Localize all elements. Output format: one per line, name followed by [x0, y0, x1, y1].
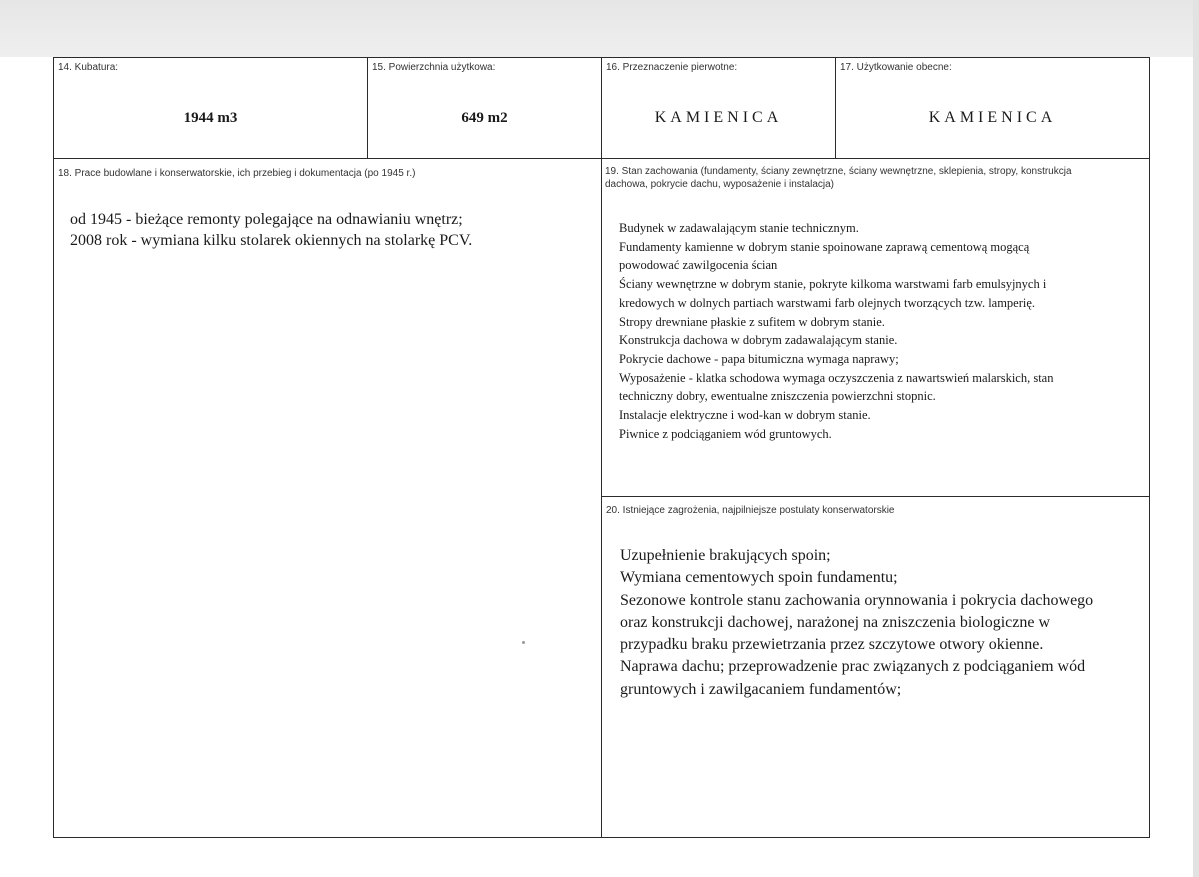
stan-line: Ściany wewnętrzne w dobrym stanie, pokryte kilkoma warstwami farb emulsyjnych i: [619, 277, 1047, 292]
stan-line: Budynek w zadawalającym stanie technicznym.: [619, 221, 859, 235]
zagrozenia-line: przypadku braku przewietrzania przez szczytowe otwory okienne.: [620, 636, 1044, 654]
zagrozenia-line: oraz konstrukcji dachowej, narażonej na zniszczenia biologiczne w: [620, 613, 1051, 631]
cell-zagrozenia: [601, 496, 1150, 838]
zagrozenia-text: [620, 545, 1093, 701]
przeznaczenie-value: KAMIENICA: [654, 109, 783, 126]
zagrozenia-line: Naprawa dachu; przeprowadzenie prac związanych z podciąganiem wód: [620, 658, 1086, 676]
przeznaczenie-label: 16. Przeznaczenie pierwotne:: [606, 62, 738, 73]
stan-text: [619, 219, 1054, 443]
stan-line: Instalacje elektryczne i wod-kan w dobrym stanie.: [619, 408, 871, 423]
stan-line: kredowych w dolnych partiach warstwami farb olejnych tworzących tzw. lamperię.: [619, 295, 1036, 310]
prace-text: [70, 209, 472, 251]
prace-label: 18. Prace budowlane i konserwatorskie, ich przebieg i dokumentacja (po 1945 r.): [58, 168, 416, 179]
powierzchnia-value: 649 m2: [461, 110, 508, 126]
stan-line: techniczny dobry, ewentualne zniszczenia powierzchni stopnic.: [619, 389, 936, 404]
prace-line: 2008 rok - wymiana kilku stolarek okiennych na stolarkę PCV.: [70, 232, 473, 249]
kubatura-label: 14. Kubatura:: [58, 62, 119, 73]
cell-stan: [601, 158, 1150, 497]
scan-speck: [522, 641, 525, 644]
stan-line: Pokrycie dachowe - papa bitumiczna wymaga naprawy;: [619, 351, 899, 366]
stan-label-line: dachowa, pokrycie dachu, wyposażenie i instalacja): [605, 179, 835, 190]
cell-przeznaczenie: [601, 57, 836, 159]
uzytkowanie-label: 17. Użytkowanie obecne:: [840, 62, 952, 73]
zagrozenia-line: Wymiana cementowych spoin fundamentu;: [620, 569, 898, 587]
cell-kubatura: [53, 57, 368, 159]
zagrozenia-line: Sezonowe kontrole stanu zachowania orynnowania i pokrycia dachowego: [620, 591, 1094, 609]
stan-label-line: 19. Stan zachowania (fundamenty, ściany zewnętrzne, ściany wewnętrzne, sklepienia, stropy, konstrukcja: [605, 166, 1072, 177]
prace-line: od 1945 - bieżące remonty polegające na odnawianiu wnętrz;: [70, 211, 463, 228]
uzytkowanie-value: KAMIENICA: [928, 109, 1057, 126]
powierzchnia-label: 15. Powierzchnia użytkowa:: [372, 62, 496, 73]
stan-line: Wyposażenie - klatka schodowa wymaga oczyszczenia z nawartswień malarskich, stan: [619, 370, 1054, 385]
cell-prace: [53, 158, 602, 838]
kubatura-value: 1944 m3: [183, 110, 238, 126]
stan-label: [605, 165, 1072, 191]
cell-uzytkowanie: [835, 57, 1150, 159]
scan-top-band: [0, 0, 1199, 57]
zagrozenia-label: 20. Istniejące zagrożenia, najpilniejsze postulaty konserwatorskie: [606, 505, 895, 516]
stan-line: Stropy drewniane płaskie z sufitem w dobrym stanie.: [619, 314, 885, 329]
stan-line: Fundamenty kamienne w dobrym stanie spoinowane zaprawą cementową mogącą: [619, 239, 1030, 254]
stan-line: Piwnice z podciąganiem wód gruntowych.: [619, 426, 832, 441]
scan-right-edge: [1193, 0, 1199, 877]
zagrozenia-line: gruntowych i zawilgacaniem fundamentów;: [620, 680, 902, 698]
stan-line: Konstrukcja dachowa w dobrym zadawalającym stanie.: [619, 333, 898, 348]
cell-powierzchnia: [367, 57, 602, 159]
stan-line: powodować zawilgocenia ścian: [619, 258, 778, 273]
zagrozenia-line: Uzupełnienie brakujących spoin;: [620, 547, 831, 564]
